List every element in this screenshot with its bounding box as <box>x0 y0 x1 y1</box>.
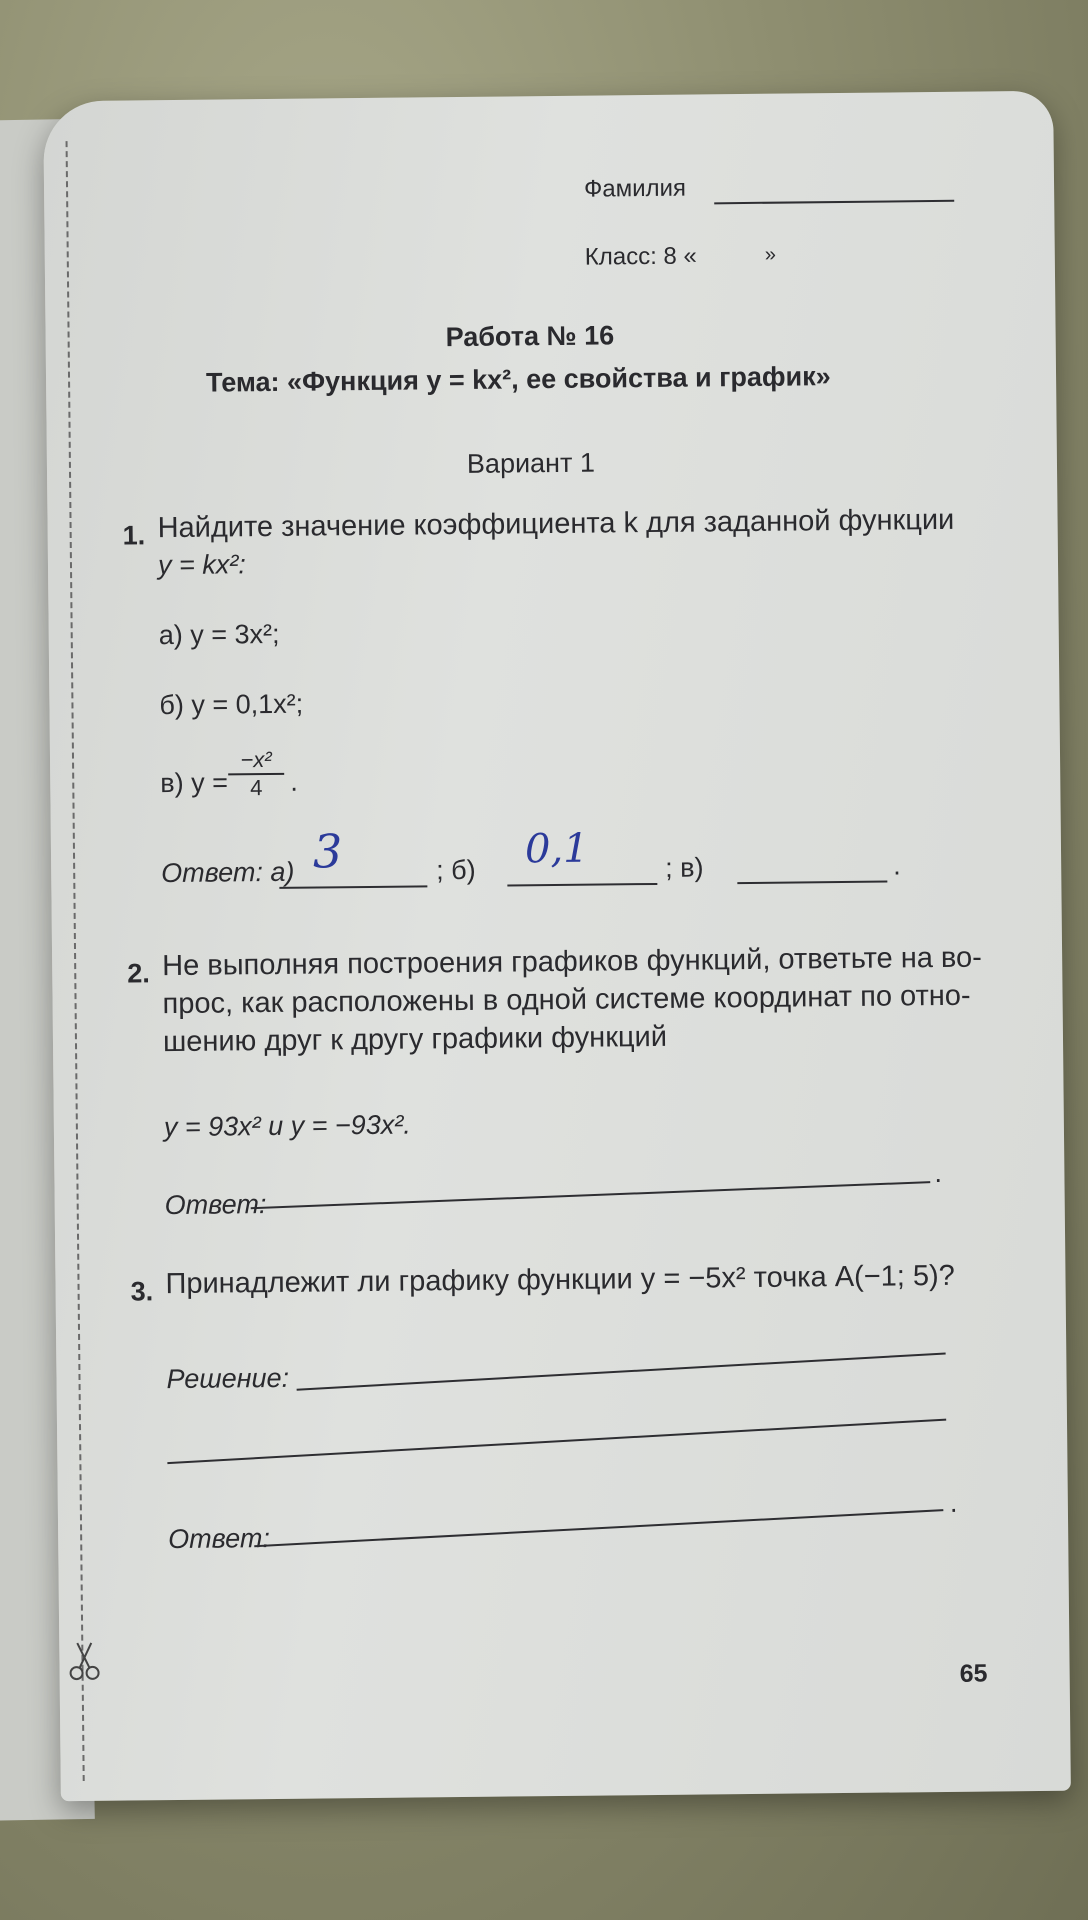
q3-solution-label: Решение: <box>166 1362 290 1395</box>
fraction-numerator: −x² <box>228 747 284 776</box>
topic-title: Тема: «Функция y = kx², ее свойства и график» <box>205 361 831 398</box>
q2-line1: Не выполняя построения графиков функций, ответьте на во- <box>162 941 982 983</box>
q1-answer-a-handwritten: 3 <box>312 824 343 879</box>
q1-option-a: а) y = 3x²; <box>158 618 280 651</box>
q1-answer-c-field[interactable] <box>737 881 887 885</box>
q2-answer-end: . <box>934 1157 943 1189</box>
work-title: Работа № 16 <box>445 320 615 353</box>
q1-sep-b: ; б) <box>436 854 476 886</box>
q3-number: 3. <box>130 1276 154 1307</box>
class-close-quote: » <box>764 243 777 266</box>
scissors-icon <box>67 1641 101 1681</box>
q2-answer-field[interactable] <box>251 1181 931 1209</box>
q1-option-c-suffix: . <box>290 766 298 797</box>
q1-answer-label: Ответ: а) <box>161 856 295 889</box>
q1-answer-a-field[interactable] <box>279 885 427 889</box>
q3-answer-field[interactable] <box>254 1509 943 1547</box>
q3-solution-line-2[interactable] <box>167 1419 946 1465</box>
q1-option-b: б) y = 0,1x²; <box>159 688 304 721</box>
q1-option-c-fraction <box>228 747 285 802</box>
class-label: Класс: 8 « <box>584 242 697 271</box>
page-number: 65 <box>959 1659 988 1688</box>
q3-answer-end: . <box>949 1487 958 1518</box>
q1-answer-b-field[interactable] <box>507 883 657 887</box>
fraction-denominator: 4 <box>250 775 263 801</box>
surname-label: Фамилия <box>583 174 687 203</box>
q1-text: Найдите значение коэффициента k для заданной функции <box>157 503 955 545</box>
surname-field[interactable] <box>714 200 954 205</box>
q1-answer-b-handwritten: 0,1 <box>524 825 589 873</box>
q2-answer-label: Ответ: <box>164 1189 267 1221</box>
cut-line <box>66 141 85 1781</box>
variant-title: Вариант 1 <box>466 447 596 479</box>
q1-text-formula: y = kx²: <box>157 549 246 581</box>
q1-option-c-prefix: в) y = <box>160 767 229 799</box>
q2-formula: y = 93x² и y = −93x². <box>163 1109 411 1143</box>
q2-line2: прос, как расположены в одной системе координат по отно- <box>162 979 971 1021</box>
q1-sep-c: ; в) <box>665 852 704 883</box>
q1-number: 1. <box>122 520 146 551</box>
q3-answer-label: Ответ: <box>168 1523 271 1555</box>
q2-number: 2. <box>127 958 150 989</box>
q3-text: Принадлежит ли графику функции y = −5x² точка A(−1; 5)? <box>165 1259 955 1301</box>
workbook-page <box>43 91 1071 1801</box>
q1-answer-end: . <box>893 850 901 881</box>
q2-line3: шению друг к другу графики функций <box>162 1020 668 1059</box>
q3-solution-line-1[interactable] <box>297 1352 946 1390</box>
